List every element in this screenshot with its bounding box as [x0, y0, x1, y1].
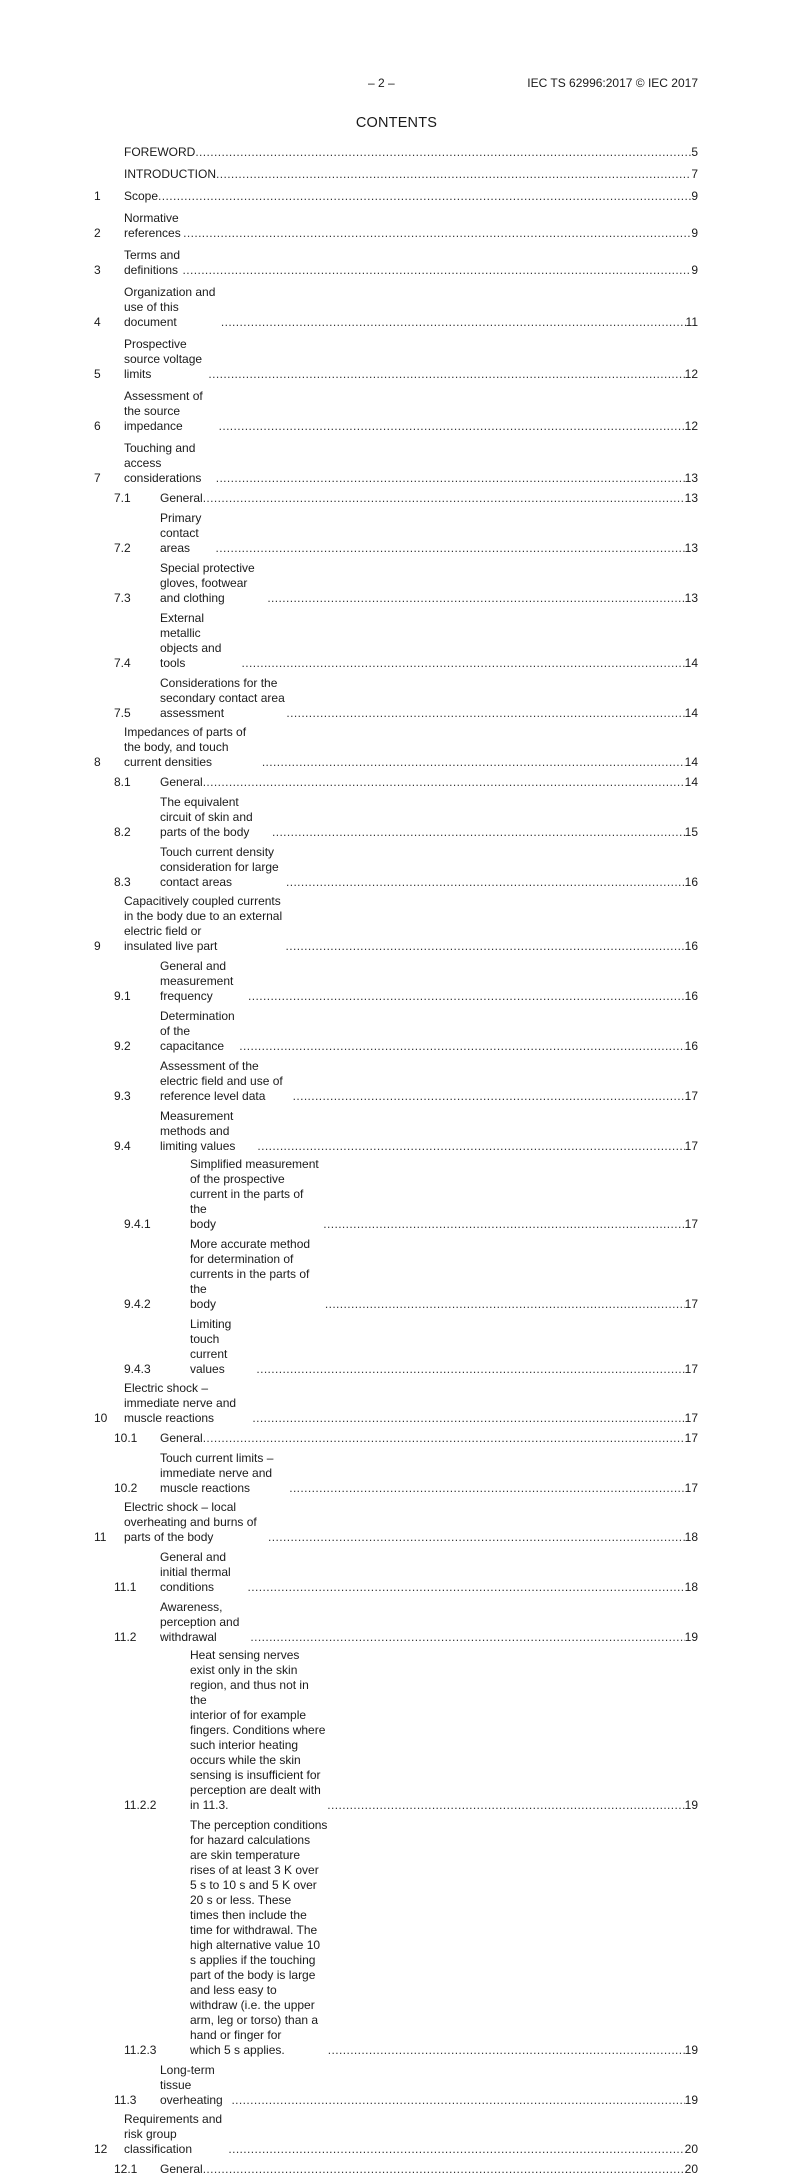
toc-entry-title — [124, 2112, 228, 2157]
toc-entry[interactable] — [94, 1109, 698, 1154]
toc-entry[interactable] — [94, 1009, 698, 1054]
toc-entry-title-line: Prospective source voltage limits — [124, 337, 203, 381]
toc-entry-number: 8.1 — [114, 775, 131, 789]
toc-entry-title-line: insulated live part — [124, 939, 218, 953]
toc-entry[interactable] — [94, 1648, 698, 1813]
toc-entry-page: 19 — [684, 2043, 698, 2057]
toc-entry-title-line: Requirements and risk group classification — [124, 2112, 223, 2156]
toc-entry-title — [160, 795, 272, 840]
toc-entry-title — [160, 611, 242, 671]
toc-entry-title — [160, 2162, 203, 2177]
toc-entry-number: 9.4.2 — [124, 1297, 151, 1311]
toc-entry[interactable] — [94, 1500, 698, 1545]
toc-entry-number: 7.1 — [114, 491, 131, 505]
toc-entry-page: 13 — [684, 591, 698, 605]
toc-entry-title-line: body — [190, 1297, 217, 1311]
toc-entry-number: 11.2 — [114, 1630, 137, 1644]
dot-leader — [183, 226, 691, 241]
toc-entry-number: 9.1 — [114, 989, 131, 1003]
toc-entry-page: 13 — [684, 491, 698, 505]
toc-entry-number: 11.2.2 — [124, 1798, 157, 1812]
standard-reference: IEC TS 62996:2017 © IEC 2017 — [527, 76, 698, 90]
toc-entry[interactable] — [94, 248, 698, 278]
dot-leader — [228, 2142, 684, 2157]
toc-entry[interactable] — [94, 1600, 698, 1645]
toc-entry-page: 16 — [684, 1039, 698, 1053]
toc-entry-title-line: Considerations for the secondary contact area assessment — [160, 676, 285, 720]
toc-entry-number: 11.2.3 — [124, 2043, 157, 2057]
toc-entry[interactable] — [94, 1237, 698, 1312]
dot-leader — [293, 1089, 685, 1104]
toc-entry-number: 6 — [94, 419, 101, 433]
toc-entry-title — [124, 337, 208, 382]
toc-entry-title-line: occurs while the skin sensing is insufficient for perception are dealt with — [190, 1753, 321, 1797]
toc-entry-title-line: Terms and definitions — [124, 248, 181, 277]
toc-entry[interactable] — [94, 2063, 698, 2108]
dot-leader — [158, 189, 691, 204]
toc-entry[interactable] — [94, 511, 698, 556]
toc-entry-title-line: Capacitively coupled currents in the body due to an external electric field or — [124, 894, 283, 938]
toc-entry-title — [190, 1157, 323, 1232]
toc-entry-title — [160, 561, 267, 606]
toc-entry-title-line: which 5 s applies. — [190, 2043, 285, 2057]
toc-entry-title — [160, 491, 203, 506]
dot-leader — [208, 367, 684, 382]
toc-entry-title — [124, 1500, 268, 1545]
toc-entry[interactable] — [94, 389, 698, 434]
toc-entry-title-line: General — [160, 1431, 203, 1445]
toc-entry-title — [124, 189, 158, 204]
toc-entry-page: 14 — [684, 706, 698, 720]
toc-entry-title-line: Assessment of the source impedance — [124, 389, 203, 433]
toc-entry-title-line: Awareness, perception and withdrawal — [160, 1600, 240, 1644]
toc-entry-page: 12 — [684, 367, 698, 381]
toc-entry[interactable] — [94, 1059, 698, 1104]
toc-entry-title — [124, 1381, 252, 1426]
toc-entry-title-line: Determination of the capacitance — [160, 1009, 235, 1053]
toc-entry[interactable] — [94, 894, 698, 954]
toc-entry-title — [160, 1431, 203, 1446]
toc-entry[interactable] — [94, 211, 698, 241]
toc-entry-page: 17 — [684, 1089, 698, 1103]
dot-leader — [325, 1297, 685, 1312]
toc-entry-title-line: Primary contact areas — [160, 511, 202, 555]
toc-entry-title-line: s applies if the touching part of the body is large and less easy to — [190, 1953, 316, 1997]
toc-entry[interactable] — [94, 145, 698, 160]
toc-entry[interactable] — [94, 611, 698, 671]
toc-entry-title — [160, 775, 203, 790]
toc-entry[interactable] — [94, 1451, 698, 1496]
toc-entry-title — [124, 725, 262, 770]
toc-entry-title-line: Simplified measurement of the prospective current in the parts of the — [190, 1157, 319, 1216]
toc-entry-number: 9.3 — [114, 1089, 131, 1103]
dot-leader — [203, 775, 685, 790]
toc-entry-title-line: Scope — [124, 189, 159, 203]
toc-entry[interactable] — [94, 189, 698, 204]
toc-entry-page: 7 — [691, 167, 698, 181]
toc-entry-title-line: General — [160, 775, 203, 789]
dot-leader — [242, 656, 685, 671]
toc-entry-number: 10 — [94, 1411, 108, 1425]
toc-entry[interactable] — [94, 1550, 698, 1595]
toc-entry[interactable] — [94, 1818, 698, 2058]
dot-leader — [216, 471, 685, 486]
toc-entry-number: 7.4 — [114, 656, 131, 670]
page-number: – 2 – — [368, 76, 395, 90]
toc-entry-title-line: Touching and access considerations — [124, 441, 202, 485]
toc-entry-title-line: times then include the time for withdrawal. The high alternative value 10 — [190, 1908, 321, 1952]
toc-entry-page: 9 — [691, 263, 698, 277]
toc-entry-number: 7 — [94, 471, 101, 485]
toc-entry-title-line: Assessment of the electric field and use of reference level data — [160, 1059, 283, 1103]
dot-leader — [323, 1217, 684, 1232]
toc-entry-title-line: in 11.3. — [190, 1798, 229, 1812]
toc-entry-number: 9.4.1 — [124, 1217, 151, 1231]
toc-entry-number: 4 — [94, 315, 101, 329]
toc-entry-title — [160, 1451, 289, 1496]
toc-entry-page: 17 — [684, 1431, 698, 1445]
toc-entry[interactable] — [94, 285, 698, 330]
dot-leader — [221, 315, 686, 330]
toc-entry-number: 9.4.3 — [124, 1362, 151, 1376]
toc-entry-page: 17 — [684, 1411, 698, 1425]
toc-entry-title-line: Touch current density consideration for large contact areas — [160, 845, 279, 889]
toc-entry-page: 12 — [684, 419, 698, 433]
toc-entry[interactable] — [94, 676, 698, 721]
toc-entry-title — [124, 441, 216, 486]
toc-entry-page: 19 — [684, 1798, 698, 1812]
dot-leader — [272, 825, 685, 840]
toc-entry-page: 5 — [691, 145, 698, 159]
toc-entry-page: 17 — [684, 1297, 698, 1311]
dot-leader — [252, 1411, 684, 1426]
dot-leader — [328, 2043, 685, 2058]
toc-entry-page: 16 — [684, 875, 698, 889]
page-title: CONTENTS — [355, 115, 438, 131]
toc-entry-title — [124, 389, 219, 434]
toc-entry-title — [160, 1059, 293, 1104]
toc-entry-number: 1 — [94, 189, 101, 203]
toc-entry-title — [160, 2063, 231, 2108]
toc-entry-page: 17 — [684, 1217, 698, 1231]
toc-entry-title — [190, 1818, 328, 2058]
toc-entry-title-line: The perception conditions for hazard calculations are skin temperature — [190, 1818, 328, 1862]
toc-entry-title-line: Normative references — [124, 211, 181, 240]
toc-entry[interactable] — [94, 1157, 698, 1232]
toc-entry-page: 18 — [684, 1530, 698, 1544]
toc-entry-page: 14 — [684, 656, 698, 670]
toc-entry-number: 9.2 — [114, 1039, 131, 1053]
toc-entry-title-line: Long-term tissue overheating — [160, 2063, 223, 2107]
toc-entry-title-line: Limiting touch current values — [190, 1317, 232, 1376]
toc-entry-page: 11 — [685, 315, 698, 329]
toc-entry-title-line: Electric shock – immediate nerve and muscle reactions — [124, 1381, 237, 1425]
toc-entry[interactable] — [94, 725, 698, 770]
toc-entry-page: 16 — [684, 939, 698, 953]
toc-entry-title — [190, 1648, 327, 1813]
toc-entry-number: 7.3 — [114, 591, 131, 605]
toc-entry-title — [124, 248, 183, 278]
toc-entry-title — [124, 211, 183, 241]
dot-leader — [195, 145, 691, 160]
toc-entry-number: 9 — [94, 939, 101, 953]
toc-entry-title — [160, 1109, 257, 1154]
dot-leader — [203, 2162, 685, 2177]
dot-leader — [216, 541, 685, 556]
dot-leader — [262, 755, 685, 770]
toc-entry-page: 17 — [684, 1481, 698, 1495]
toc-entry-title — [160, 1550, 248, 1595]
toc-entry-title — [124, 145, 195, 160]
toc-entry-title-line: The equivalent circuit of skin and parts of the body — [160, 795, 253, 839]
toc-entry[interactable] — [94, 775, 698, 790]
dot-leader — [286, 875, 685, 890]
toc-entry-number: 11.3 — [114, 2093, 137, 2107]
toc-entry[interactable] — [94, 491, 698, 506]
toc-entry-number: 8.2 — [114, 825, 131, 839]
dot-leader — [327, 1798, 684, 1813]
toc-entry-page: 13 — [684, 471, 698, 485]
toc-entry-title-line: External metallic objects and tools — [160, 611, 222, 670]
toc-entry-page: 13 — [684, 541, 698, 555]
toc-entry-title — [160, 959, 248, 1004]
toc-entry-number: 12 — [94, 2142, 108, 2156]
toc-entry-number: 12.1 — [114, 2162, 138, 2176]
dot-leader — [250, 1630, 684, 1645]
toc-entry-title-line: Measurement methods and limiting values — [160, 1109, 236, 1153]
toc-entry-number: 11.1 — [114, 1580, 137, 1594]
toc-entry-title — [160, 676, 286, 721]
toc-entry[interactable] — [94, 1381, 698, 1426]
table-of-contents — [94, 145, 698, 2177]
toc-entry-title-line: interior of for example fingers. Conditions where such interior heating — [190, 1708, 326, 1752]
dot-leader — [289, 1481, 684, 1496]
toc-entry-title-line: General and measurement frequency — [160, 959, 234, 1003]
toc-entry-title-line: General and initial thermal conditions — [160, 1550, 231, 1594]
toc-entry-page: 18 — [684, 1580, 698, 1594]
toc-entry-title — [160, 511, 216, 556]
dot-leader — [256, 1362, 684, 1377]
toc-entry-title — [190, 1317, 256, 1377]
toc-entry-title-line: INTRODUCTION — [124, 167, 216, 181]
toc-entry-page: 14 — [684, 755, 698, 769]
dot-leader — [203, 491, 685, 506]
toc-entry-title-line: General — [160, 491, 203, 505]
toc-entry[interactable] — [94, 561, 698, 606]
toc-entry[interactable] — [94, 1431, 698, 1446]
toc-entry-title — [124, 894, 286, 954]
toc-entry-title-line: Special protective gloves, footwear and clothing — [160, 561, 255, 605]
toc-entry-number: 8 — [94, 755, 101, 769]
toc-entry-number: 9.4 — [114, 1139, 131, 1153]
toc-entry-title — [160, 845, 286, 890]
toc-entry-title — [124, 285, 221, 330]
toc-entry-title-line: FOREWORD — [124, 145, 196, 159]
dot-leader — [183, 263, 692, 278]
toc-entry-number: 7.2 — [114, 541, 131, 555]
toc-entry[interactable] — [94, 1317, 698, 1377]
toc-entry[interactable] — [94, 441, 698, 486]
toc-entry-title — [124, 167, 216, 182]
toc-entry-title-line: Organization and use of this document — [124, 285, 216, 329]
toc-entry[interactable] — [94, 845, 698, 890]
toc-entry-page: 19 — [684, 2093, 698, 2107]
toc-entry-page: 19 — [684, 1630, 698, 1644]
toc-entry-number: 7.5 — [114, 706, 131, 720]
toc-entry-title — [160, 1009, 239, 1054]
dot-leader — [203, 1431, 685, 1446]
dot-leader — [257, 1139, 684, 1154]
toc-entry-page: 9 — [691, 226, 698, 240]
dot-leader — [268, 1530, 685, 1545]
toc-entry[interactable] — [94, 167, 698, 182]
toc-entry-page: 17 — [684, 1362, 698, 1376]
toc-entry-title-line: body — [190, 1217, 217, 1231]
toc-entry-title-line: Touch current limits – immediate nerve and muscle reactions — [160, 1451, 274, 1495]
toc-entry-page: 20 — [684, 2162, 698, 2176]
dot-leader — [219, 419, 685, 434]
toc-entry-number: 10.1 — [114, 1431, 138, 1445]
dot-leader — [248, 1580, 685, 1595]
toc-entry[interactable] — [94, 337, 698, 382]
toc-entry-number: 2 — [94, 226, 101, 240]
toc-entry-title-line: More accurate method for determination of currents in the parts of the — [190, 1237, 311, 1296]
toc-entry-page: 16 — [684, 989, 698, 1003]
dot-leader — [239, 1039, 684, 1054]
toc-entry-title-line: Electric shock – local overheating and burns of parts of the body — [124, 1500, 257, 1544]
toc-entry[interactable] — [94, 959, 698, 1004]
dot-leader — [248, 989, 685, 1004]
toc-entry-title-line: General — [160, 2162, 203, 2176]
toc-entry-number: 10.2 — [114, 1481, 138, 1495]
toc-entry-title — [190, 1237, 325, 1312]
toc-entry-title-line: Impedances of parts of the body, and touch current densities — [124, 725, 247, 769]
dot-leader — [267, 591, 684, 606]
toc-entry-page: 14 — [684, 775, 698, 789]
toc-entry-page: 20 — [684, 2142, 698, 2156]
toc-entry-title-line: Heat sensing nerves exist only in the skin region, and thus not in the — [190, 1648, 309, 1707]
dot-leader — [286, 939, 685, 954]
dot-leader — [231, 2093, 684, 2108]
toc-entry-page: 15 — [684, 825, 698, 839]
toc-entry-number: 3 — [94, 263, 101, 277]
toc-entry-page: 17 — [684, 1139, 698, 1153]
dot-leader — [286, 706, 684, 721]
dot-leader — [216, 167, 691, 182]
toc-entry-page: 9 — [691, 189, 698, 203]
toc-entry-number: 5 — [94, 367, 101, 381]
toc-entry[interactable] — [94, 2162, 698, 2177]
toc-entry[interactable] — [94, 2112, 698, 2157]
toc-entry-title-line: rises of at least 3 K over 5 s to 10 s and 5 K over 20 s or less. These — [190, 1863, 319, 1907]
toc-entry-number: 8.3 — [114, 875, 131, 889]
toc-entry-title — [160, 1600, 250, 1645]
toc-entry-number: 11 — [94, 1530, 107, 1544]
toc-entry[interactable] — [94, 795, 698, 840]
toc-entry-title-line: withdraw (i.e. the upper arm, leg or torso) than a hand or finger for — [190, 1998, 319, 2042]
